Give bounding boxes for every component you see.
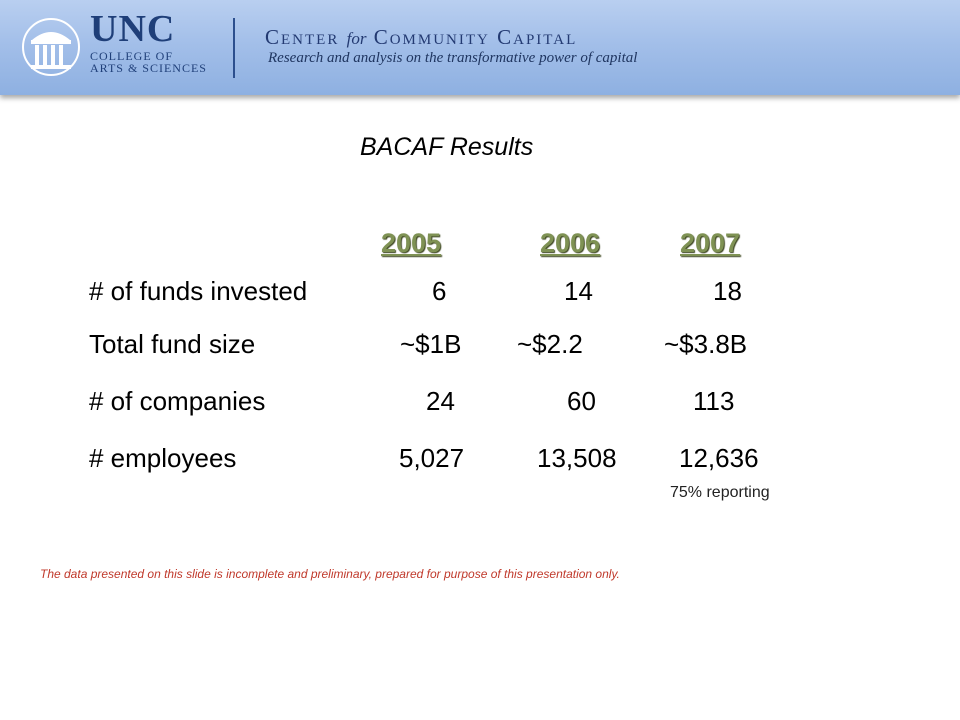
center-title-part2: Community Capital xyxy=(373,25,578,49)
college-logo-text xyxy=(90,50,207,74)
cell-companies-2007: 113 xyxy=(693,386,735,416)
center-title xyxy=(265,26,577,50)
row-label-total-fund-size: Total fund size xyxy=(89,329,256,359)
header-banner xyxy=(0,0,960,95)
reporting-note: 75% reporting xyxy=(670,484,770,501)
center-title-for: for xyxy=(346,29,367,48)
year-2007-header: 2007 xyxy=(680,228,741,258)
cell-size-2005: ~$1B xyxy=(400,329,462,359)
header-tagline: Research and analysis on the transformative power of capital xyxy=(268,50,638,66)
cell-companies-2005: 24 xyxy=(426,386,455,416)
center-title-part1: Center xyxy=(265,25,340,49)
slide-title: BACAF Results xyxy=(360,133,534,161)
unc-logo-text: UNC xyxy=(90,8,176,50)
cell-funds-2006: 14 xyxy=(564,276,593,306)
cell-size-2007: ~$3.8B xyxy=(664,329,748,359)
cell-companies-2006: 60 xyxy=(567,386,596,416)
cell-size-2006: ~$2.2 xyxy=(517,329,583,359)
header-divider xyxy=(233,18,235,78)
college-line-2: ARTS & SCIENCES xyxy=(90,61,207,75)
cell-employees-2005: 5,027 xyxy=(399,443,465,473)
old-well-logo-icon xyxy=(22,16,80,78)
year-2006-header: 2006 xyxy=(540,228,601,258)
cell-employees-2007: 12,636 xyxy=(679,443,759,473)
cell-employees-2006: 13,508 xyxy=(537,443,617,473)
college-line-1: COLLEGE OF xyxy=(90,49,173,63)
row-label-funds-invested: # of funds invested xyxy=(89,276,308,306)
disclaimer-text: The data presented on this slide is incomplete and preliminary, prepared for purpose of this presentation only. xyxy=(40,567,620,581)
cell-funds-2005: 6 xyxy=(432,276,447,306)
year-2005-header: 2005 xyxy=(381,228,442,258)
row-label-companies: # of companies xyxy=(89,386,266,416)
row-label-employees: # employees xyxy=(89,443,237,473)
cell-funds-2007: 18 xyxy=(713,276,742,306)
